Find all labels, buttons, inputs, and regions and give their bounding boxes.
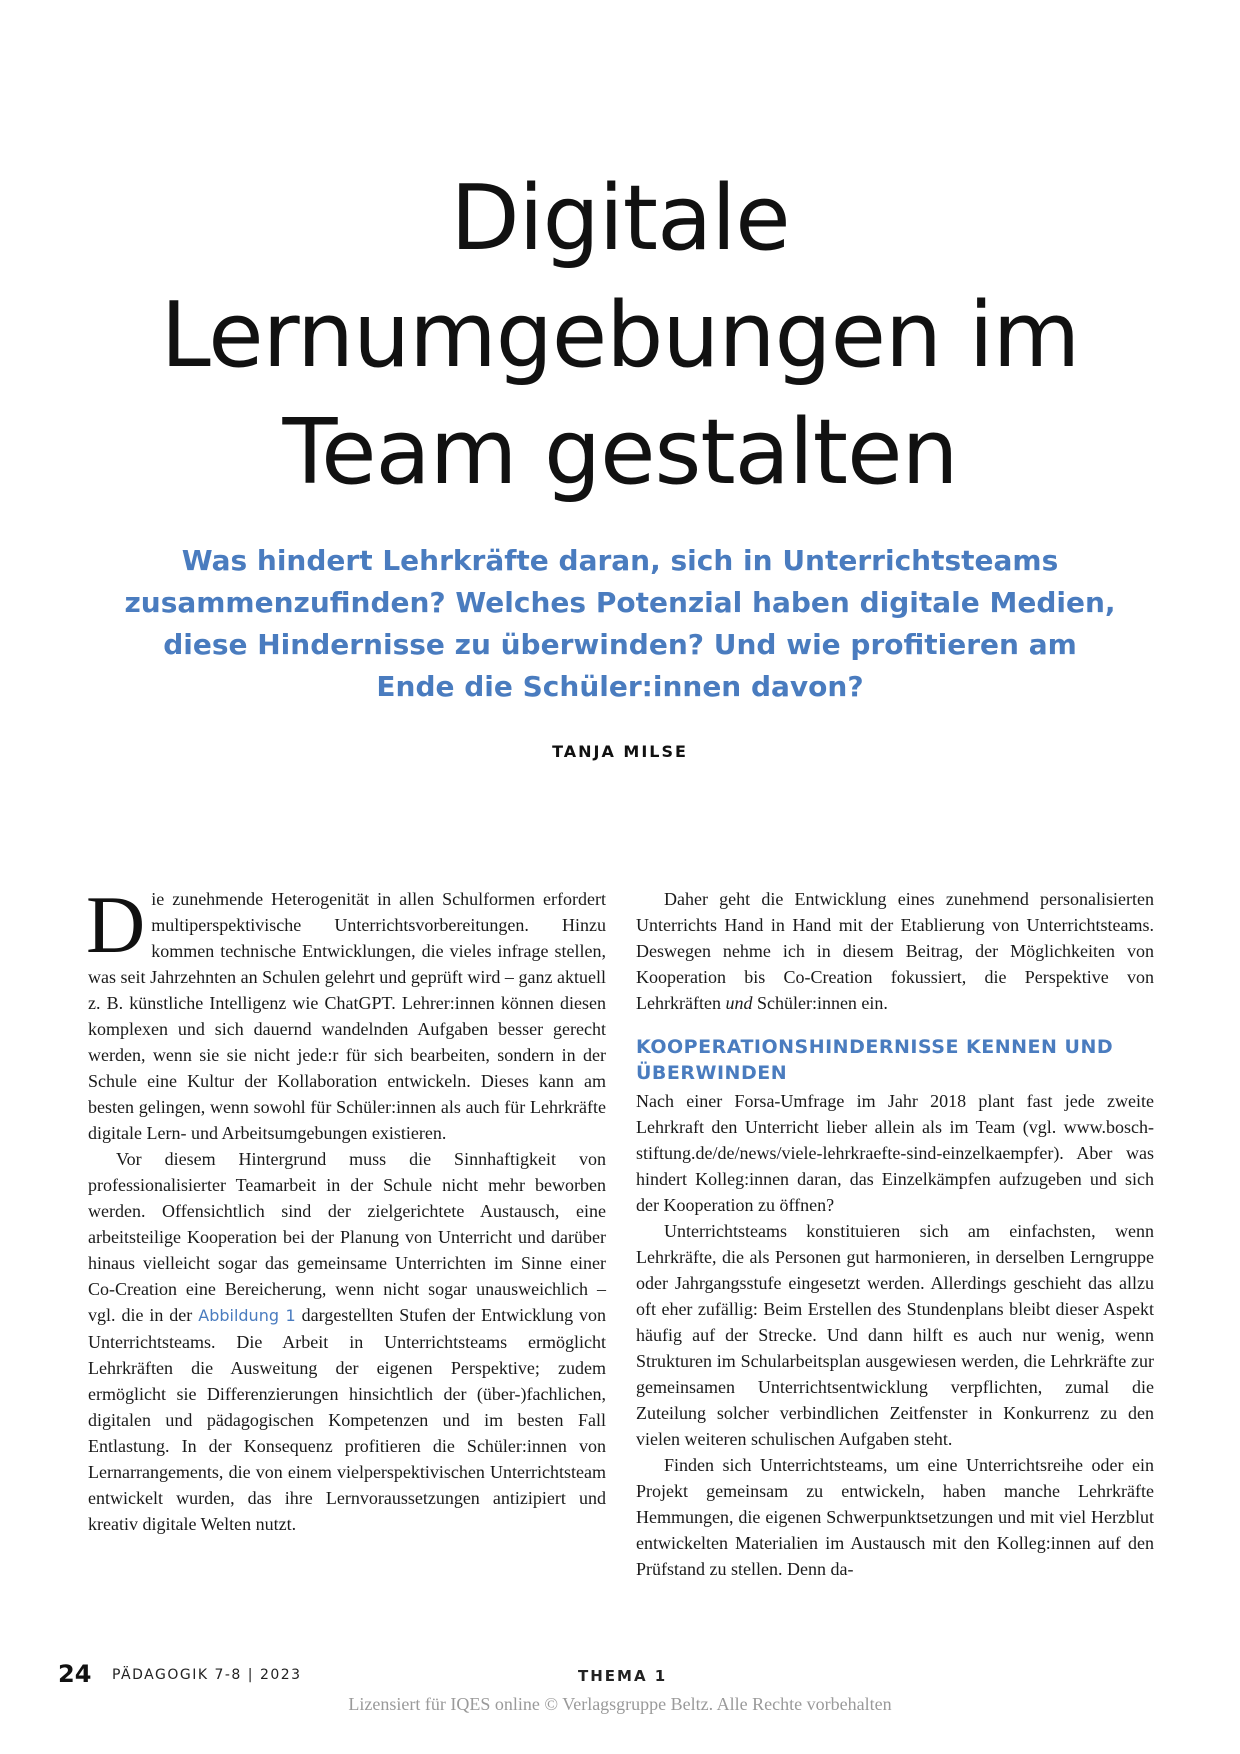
- paragraph: [88, 1146, 606, 1537]
- paragraph: Unterrichtsteams konstituieren sich am einfachsten, wenn Lehrkräfte, die als Personen gut harmonieren, in derselben Lerngruppe oder Jahrgangsstufe eingesetzt werden. Allerdings geschieht das allzu oft eher zufällig: Beim Erstellen des Stundenplans bleibt dieser Aspekt häufig auf der Strecke. Und dann hilft es auch nur wenig, wenn Strukturen im Schularbeitsplan ausgewiesen werden, die Lehrkräfte zur gemeinsamen Unterrichtsentwicklung verpflichten, zumal die Zuteilung solcher verbindlichen Zeitfenster in Konkurrenz zu den vielen weiteren schulischen Aufgaben steht.: [636, 1221, 1154, 1449]
- paragraph: [86, 879, 606, 1146]
- paragraph-text: Daher geht die Entwicklung eines zunehmend personalisierten Unterrichts Hand in Hand mit der Etablierung von Unterrichtsteams. Deswegen nehme ich in diesem Beitrag, der Möglichkeiten von Kooperation bis Co-Creation fokussiert, die Perspektive von Lehrkräften: [636, 889, 1154, 1013]
- paragraph-text: Schüler:innen ein.: [756, 993, 888, 1013]
- title-line-3: Team gestalten: [282, 400, 958, 505]
- paragraph-text: ie zunehmende Heterogenität in allen Schulformen erfordert multiperspektivische Unterrichtsvorbereitungen. Hinzu kommen technische Entwicklungen, die vieles infrage stellen, was seit Jahrzehnten an Schulen gelehrt und geprüft wird – ganz aktuell z. B. künstliche Intelligenz wie ChatGPT. Lehrer:innen können diesen komplexen und sich dauernd wandelnden Aufgaben besser gerecht werden, wenn sie sie nicht jede:r für sich bearbeiten, sondern in der Schule eine Kultur der Kollaboration entwickeln. Dieses kann am besten gelingen, wenn sowohl für Schüler:innen als auch für Lehrkräfte digitale Lern- und Arbeitsumgebungen existieren.: [88, 889, 606, 1143]
- lead-line-2: zusammenzufinden? Welches Potenzial haben digitale Medien,: [124, 586, 1116, 619]
- drop-cap: D: [86, 879, 146, 970]
- journal-issue: PÄDAGOGIK 7-8 | 2023: [112, 1667, 302, 1683]
- paragraph: Nach einer Forsa-Umfrage im Jahr 2018 plant fast jede zweite Lehrkraft den Unterricht lieber allein als im Team (vgl. www.bosch-stiftung.de/de/news/viele-lehrkraefte-sind-einzelkaempfer). Aber was hindert Kolleg:innen daran, das Einzelkämpfen aufzugeben und sich der Kooperation zu öffnen?: [636, 1091, 1154, 1215]
- lead-line-3: diese Hindernisse zu überwinden? Und wie profitieren am: [163, 628, 1077, 661]
- text-column-left: [86, 879, 607, 1537]
- text-column-right: [636, 886, 1154, 1582]
- paragraph: [636, 886, 1154, 1016]
- article-lead: [120, 540, 1120, 708]
- section-heading: KOOPERATIONSHINDERNISSE KENNEN UND ÜBERWINDEN: [636, 1036, 1114, 1084]
- page-number: 24: [58, 1660, 92, 1688]
- page-footer: [58, 1660, 1188, 1690]
- lead-line-1: Was hindert Lehrkräfte daran, sich in Unterrichtsteams: [181, 544, 1059, 577]
- section-label: THEMA 1: [578, 1667, 668, 1685]
- title-line-1: Digitale: [450, 166, 790, 271]
- lead-line-4: Ende die Schüler:innen davon?: [376, 670, 864, 703]
- title-line-2: Lernumgebungen im: [160, 283, 1080, 388]
- paragraph-text: Vor diesem Hintergrund muss die Sinnhaftigkeit von professionalisierter Teamarbeit in der Schule nicht mehr beworben werden. Offensichtlich sind der zielgerichtete Austausch, eine arbeitsteilige Kooperation bei der Planung von Unterricht und darüber hinaus vielleicht sogar das gemeinsame Unterrichten im Sinne einer Co-Creation eine Bereicherung, wenn nicht sogar unausweichlich – vgl. die in der: [88, 1149, 606, 1325]
- license-notice: Lizensiert für IQES online © Verlagsgruppe Beltz. Alle Rechte vorbehalten: [348, 1694, 892, 1714]
- author-name: TANJA MILSE: [552, 742, 688, 761]
- paragraph: Finden sich Unterrichtsteams, um eine Unterrichtsreihe oder ein Projekt gemeinsam zu entwickeln, haben manche Lehrkräfte Hemmungen, die eigenen Schwerpunktsetzungen und mit viel Herzblut entwickelten Materialien im Austausch mit den Kolleg:innen auf den Prüfstand zu stellen. Denn da-: [636, 1455, 1154, 1579]
- figure-reference-link[interactable]: Abbildung 1: [198, 1306, 296, 1325]
- article-title: [0, 160, 1240, 511]
- emphasis-text: und: [725, 993, 753, 1013]
- paragraph-text: dargestellten Stufen der Entwicklung von Unterrichtsteams. Die Arbeit in Unterrichtsteams ermöglicht Lehrkräften die Ausweitung der eigenen Perspektive; zudem ermöglicht sie Differenzierungen hinsichtlich der (über-)fachlichen, digitalen und pädagogischen Kompetenzen und im besten Fall Entlastung. In der Konsequenz profitieren die Schüler:innen von Lernarrangements, die von einem vielperspektivischen Unterrichtsteam entwickelt wurden, das ihre Lernvoraussetzungen antizipiert und kreativ digitale Welten nutzt.: [88, 1305, 607, 1534]
